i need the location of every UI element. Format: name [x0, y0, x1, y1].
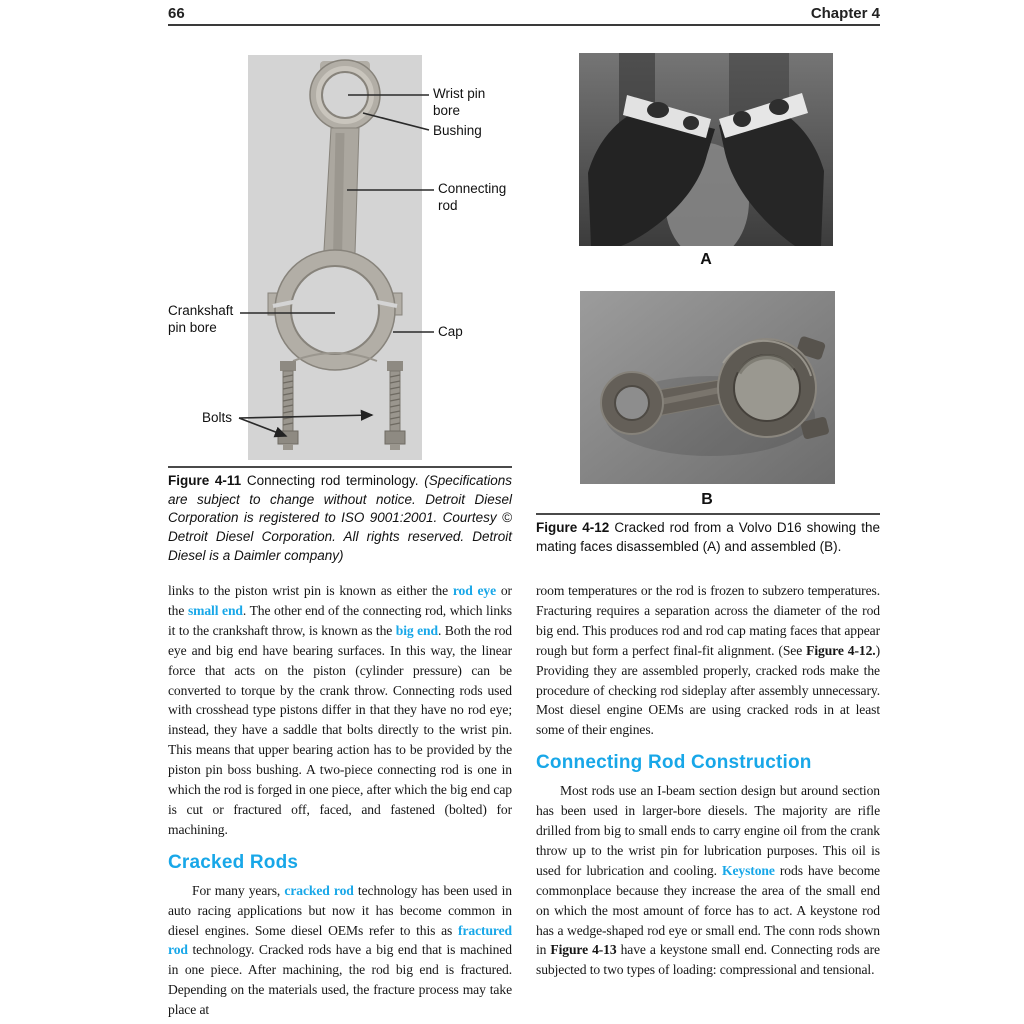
running-head: [168, 5, 880, 22]
left-paragraph-2: For many years, cracked rod technology has been used in auto racing applications but now it has become common in diesel engines. Some diesel OEMs refer to this as fractured rod technology. Cracked rods have a big end that is machined in one piece. After machining, the rod big end is fractured. Depending on the materials used, the fracture process may take place at: [168, 882, 512, 1018]
figure-4-12-photo-b: [580, 291, 835, 484]
right-paragraph-2: Most rods use an I-beam section design but around section has been used in larger-bore diesels. The majority are rifle drilled from big to small ends to carry engine oil from the crank throw up to the wrist pin for lubrication purposes. This oil is used for lubrication and cooling. Keystone rods have become commonplace because they increase the area of the small end on which the most amount of force has to act. A keystone rod has a wedge-shaped rod eye or small end. The conn rods shown in Figure 4-13 have a keystone small end. Connecting rods are subjected to two types of loading: compressional and tensional.: [536, 783, 880, 978]
label-crankshaft-pin-bore: Crankshaft pin bore: [168, 303, 234, 335]
label-cap: Cap: [438, 324, 463, 339]
figure-4-12-photo-a: [579, 53, 833, 246]
figure-4-12-part-a-label: A: [700, 251, 712, 268]
heading-cracked-rods: Cracked Rods: [168, 851, 299, 873]
cracked-rod-assembled-drawing: [580, 291, 835, 484]
left-column: [168, 581, 512, 1024]
label-bolts: Bolts: [202, 410, 233, 425]
label-bushing: Bushing: [433, 123, 482, 138]
header-rule: [168, 24, 880, 26]
connecting-rod-drawing: [248, 55, 422, 460]
heading-connecting-rod-construction: Connecting Rod Construction: [536, 752, 812, 774]
right-column: [536, 581, 880, 1024]
caption-rule-4-11: [168, 466, 512, 468]
label-connecting-rod: Connecting rod: [438, 181, 507, 213]
label-wrist-pin-bore: Wrist pin bore: [433, 86, 486, 118]
cracked-rod-disassembled-drawing: [579, 53, 833, 246]
left-paragraph-1: links to the piston wrist pin is known as either the rod eye or the small end. The other end of the connecting rod, which links it to the crankshaft throw, is known as the big end. Both the rod eye and big end have bearing surfaces. In this way, the linear force that acts on the piston (cylinder pressure) can be converted to torque by the crank throw. Connecting rods used with crosshead type pistons differ in that they have no rod eye; instead, they have a saddle that bolts directly to the wrist pin. This means that upper bearing action has to be provided by the piston pin boss bushing. A two-piece connecting rod is one in which the rod is forged in one piece, after which the big end cap is cut or fractured off, faced, and fastened (bolted) for machining.: [168, 583, 512, 837]
figure-4-12-caption: Figure 4-12 Cracked rod from a Volvo D16 showing the mating faces disassembled (A) and assembled (B).: [536, 520, 880, 554]
right-paragraph-1: room temperatures or the rod is frozen to subzero temperatures. Fracturing requires a separation across the diameter of the rod big end. This produces rod and rod cap mating faces that appear rough but form a perfect final-fit alignment. (See Figure 4-12.) Providing they are assembled properly, cracked rods make the procedure of checking rod sideplay after assembly unnecessary. Most diesel engine OEMs are using cracked rods in at least some of their engines.: [536, 583, 880, 738]
figure-4-11-caption: Figure 4-11 Connecting rod terminology. (Specifications are subject to change without notice. Detroit Diesel Corporation is registered to ISO 9001:2001. Courtesy © Detroit Diesel Corporation. All rights reserved. Detroit Diesel is a Daimler company): [168, 473, 512, 563]
chapter-label: Chapter 4: [810, 5, 880, 22]
page-number: 66: [168, 5, 185, 22]
figure-4-11-photo: [248, 55, 422, 460]
figure-4-12-part-b-label: B: [701, 491, 713, 508]
caption-rule-4-12: [536, 513, 880, 515]
